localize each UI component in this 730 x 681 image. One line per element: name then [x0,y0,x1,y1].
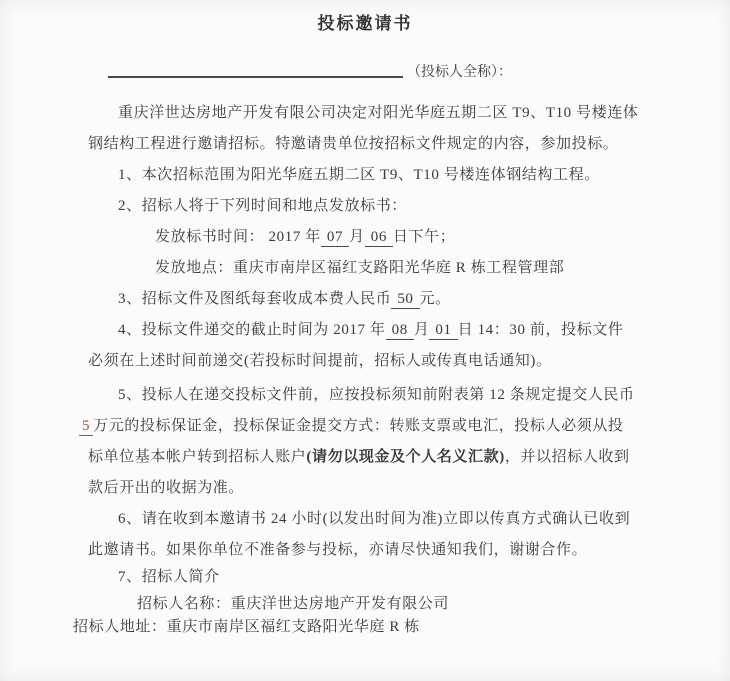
item-2-issue-time [88,222,642,253]
deposit-line-3-prefix: 标单位基本帐户转到招标人账户 [88,449,307,465]
document-title: 投标邀请书 [317,14,413,33]
deposit-amount-value: 5 [79,418,93,436]
deadline-month-label: 月 [413,322,430,338]
item-5-deposit-line-4: 款后开出的收据为准。 [88,480,245,496]
deadline-month-value: 08 [386,322,414,340]
tenderee-name: 招标人名称：重庆洋世达房地产开发有限公司 [137,596,450,612]
intro-line-2: 钢结构工程进行邀请招标。特邀请贵单位按招标文件规定的内容，参加投标。 [88,136,619,152]
fee-prefix: 3、招标文件及图纸每套收成本费人民币 [118,291,392,307]
issue-time-prefix: 发放标书时间： 2017 年 [155,229,321,245]
item-5-deposit-line-3 [88,442,642,473]
deposit-line-3-suffix: ，并以招标人收到 [504,449,630,465]
deadline-prefix: 4、投标文件递交的截止时间为 2017 年 [118,322,386,338]
bidder-name-label: （投标人全称）： [407,65,512,80]
deposit-line-2-rest: 万元的投标保证金，投标保证金提交方式：转账支票或电汇，投标人必须从投 [93,418,624,434]
deposit-no-cash-notice: (请勿以现金及个人名义汇款) [306,449,505,465]
document-body [0,98,730,639]
deadline-day-value: 01 [429,322,457,340]
item-7-heading: 7、招标人简介 [118,569,220,585]
tenderee-address: 招标人地址：重庆市南岸区福红支路阳光华庭 R 栋 [73,619,420,635]
item-3-fee [88,284,642,315]
fee-value: 50 [391,291,419,309]
issue-month-label: 月 [349,229,365,245]
issue-month-value: 07 [321,229,349,247]
bidder-name-blank-line [108,62,403,78]
item-5-deposit-line-2 [79,411,642,442]
item-5-deposit-line-1: 5、投标人在递交投标文件前，应按投标须知前附表第 12 条规定提交人民币 [118,387,635,403]
intro-line-1: 重庆洋世达房地产开发有限公司决定对阳光华庭五期二区 T9、T10 号楼连体 [118,105,639,121]
bidder-name-row [108,62,730,84]
issue-time-suffix: 日下午； [392,229,456,245]
item-6-confirm-line-1: 6、请在收到本邀请书 24 小时(以发出时间为准)立即以传真方式确认已收到 [118,511,631,527]
fee-suffix: 元。 [419,291,451,307]
item-2-heading: 2、招标人将于下列时间和地点发放标书： [118,198,407,214]
item-4-deadline-line-1 [88,315,642,346]
deadline-suffix: 日 14：30 前，投标文件 [457,322,624,338]
item-1-scope: 1、本次招标范围为阳光华庭五期二区 T9、T10 号楼连体钢结构工程。 [118,167,600,183]
item-4-deadline-line-2: 必须在上述时间前递交(若投标时间提前，招标人或传真电话通知)。 [88,353,552,369]
issue-day-value: 06 [365,229,393,247]
item-6-confirm-line-2: 此邀请书。如果你单位不准备参与投标，亦请尽快通知我们，谢谢合作。 [88,542,588,558]
item-2-issue-place: 发放地点：重庆市南岸区福红支路阳光华庭 R 栋工程管理部 [155,260,565,276]
